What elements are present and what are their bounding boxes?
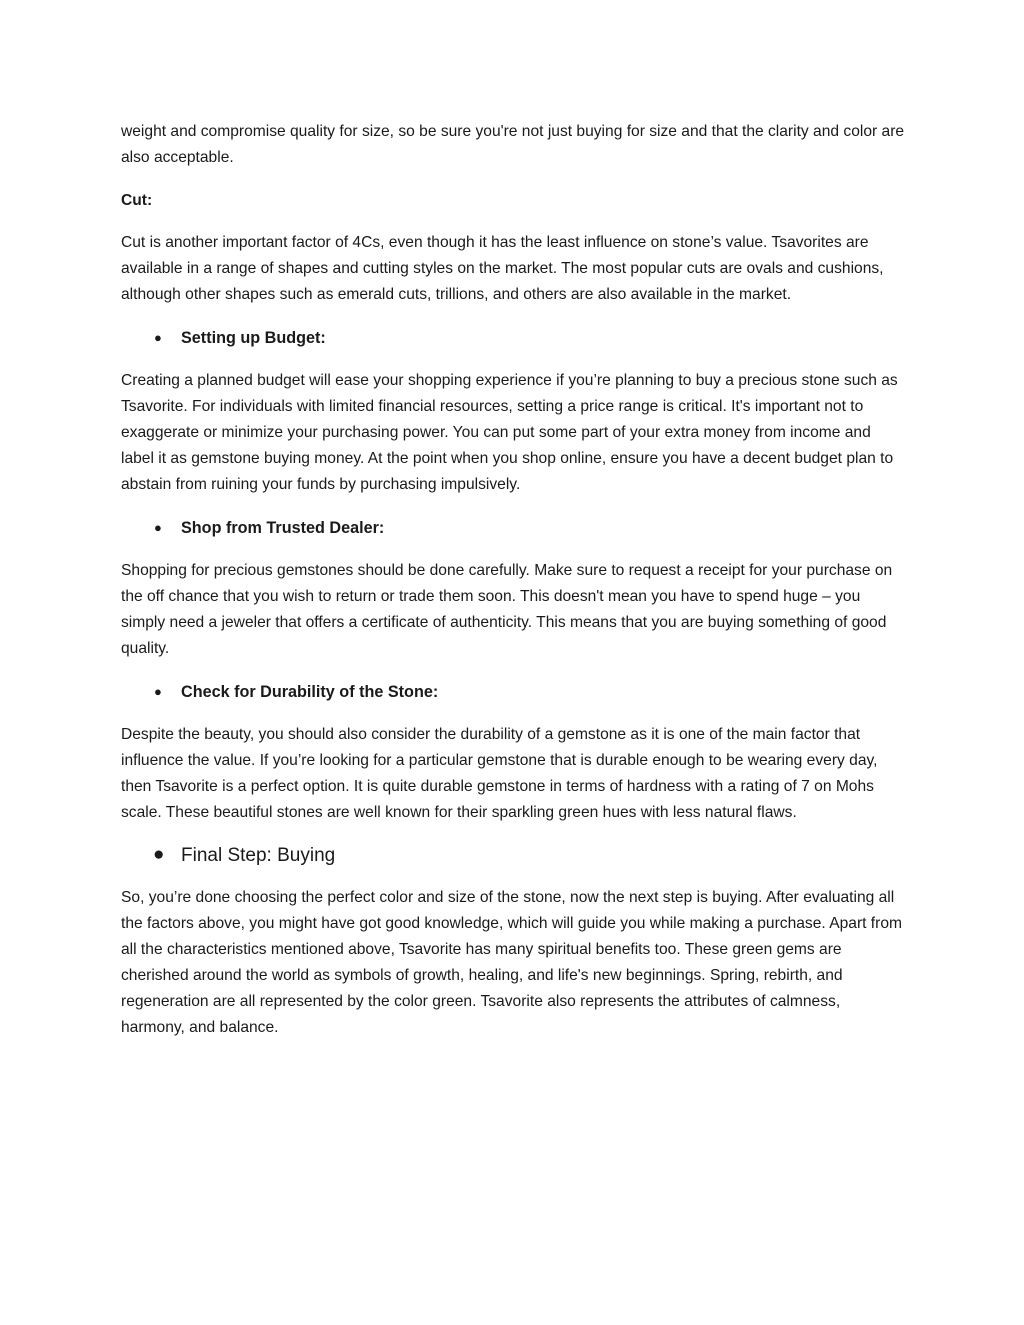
bullet-icon: ● [154,520,162,535]
durability-paragraph: Despite the beauty, you should also consider the durability of a gemstone as it is one of the main factor that influence the value. If you’re looking for a particular gemstone that is durable enough to be wearing every day, then Tsavorite is a perfect option. It is quite durable gemstone in terms of hardness with a rating of 7 on Mohs scale. These beautiful stones are well known for their sparkling green hues with less natural flaws. [121,726,878,821]
dealer-heading [121,515,906,541]
durability-heading-label: Check for Durability of the Stone: [181,683,439,701]
bullet-icon: ● [153,844,165,865]
dealer-heading-label: Shop from Trusted Dealer: [181,519,385,537]
bullet-icon: ● [154,684,162,699]
budget-heading-label: Setting up Budget: [181,329,326,347]
intro-paragraph: weight and compromise quality for size, so be sure you're not just buying for size and that the clarity and color are also acceptable. [121,123,905,166]
document-page [121,119,906,1058]
cut-paragraph: Cut is another important factor of 4Cs, even though it has the least influence on stone’s value. Tsavorites are available in a range of shapes and cutting styles on the market. The most popular cuts are ovals and cushions, although other shapes such as emerald cuts, trillions, and others are also available in the market. [121,234,884,303]
durability-heading [121,679,906,705]
cut-heading: Cut: [121,192,153,209]
budget-heading [121,325,906,351]
final-step-paragraph: So, you’re done choosing the perfect color and size of the stone, now the next step is buying. After evaluating all the factors above, you might have got good knowledge, which will guide you while making a purchase. Apart from all the characteristics mentioned above, Tsavorite has many spiritual benefits too. These green gems are cherished around the world as symbols of growth, healing, and life's new beginnings. Spring, rebirth, and regeneration are all represented by the color green. Tsavorite also represents the attributes of calmness, harmony, and balance. [121,889,902,1036]
final-step-heading-label: Final Step: Buying [181,845,336,866]
bullet-icon: ● [154,330,162,345]
final-step-heading [121,843,906,869]
budget-paragraph: Creating a planned budget will ease your shopping experience if you’re planning to buy a precious stone such as Tsavorite. For individuals with limited financial resources, setting a price range is critical. It's important not to exaggerate or minimize your purchasing power. You can put some part of your extra money from income and label it as gemstone buying money. At the point when you shop online, ensure you have a decent budget plan to abstain from ruining your funds by purchasing impulsively. [121,372,898,493]
dealer-paragraph: Shopping for precious gemstones should be done carefully. Make sure to request a receipt for your purchase on the off chance that you wish to return or trade them soon. This doesn't mean you have to spend huge – you simply need a jeweler that offers a certificate of authenticity. This means that you are buying something of good quality. [121,562,893,657]
